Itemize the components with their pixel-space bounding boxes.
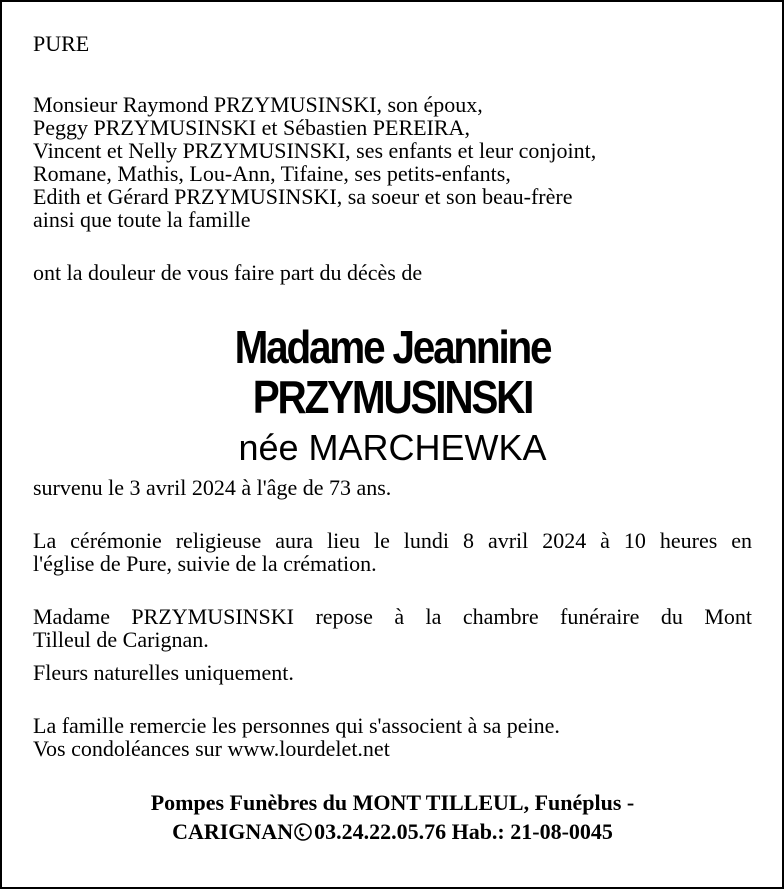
announcement-text: ont la douleur de vous faire part du décès de: [33, 260, 423, 285]
deceased-name-line-1: Madame Jeannine: [234, 321, 551, 373]
ceremony-line: La cérémonie religieuse aura lieu le lundi 8 avril 2024 à 10 heures en: [33, 528, 752, 553]
rest-line: Madame PRZYMUSINSKI repose à la chambre funéraire du Mont: [33, 604, 752, 629]
closing-paragraph: [33, 714, 752, 760]
spacer: [33, 231, 752, 261]
deceased-name-line-2: PRZYMUSINSKI: [252, 371, 533, 423]
funeral-home-city: CARIGNAN: [172, 819, 294, 844]
funeral-home-footer: [33, 788, 752, 846]
family-line: Monsieur Raymond PRZYMUSINSKI, son époux,: [33, 92, 483, 117]
funeral-home-contact: [33, 817, 752, 846]
funeral-home-name: Pompes Funèbres du MONT TILLEUL, Funéplus -: [150, 790, 635, 815]
spacer: [33, 499, 752, 529]
family-line: Romane, Mathis, Lou-Ann, Tifaine, ses petits-enfants,: [33, 161, 511, 186]
thanks-text: La famille remercie les personnes qui s'associent à sa peine.: [33, 713, 560, 738]
rest-paragraph: [33, 605, 752, 651]
family-line: ainsi que toute la famille: [33, 207, 251, 232]
death-info: survenu le 3 avril 2024 à l'âge de 73 ans.: [33, 475, 392, 500]
rest-line: Tilleul de Carignan.: [33, 627, 209, 652]
family-list: [33, 93, 752, 231]
spacer: [33, 55, 752, 93]
phone-icon: [294, 820, 312, 840]
deceased-block: [33, 322, 752, 468]
family-line: Edith et Gérard PRZYMUSINSKI, sa soeur et son beau-frère: [33, 184, 573, 209]
flowers-note: Fleurs naturelles uniquement.: [33, 660, 294, 685]
spacer: [33, 684, 752, 714]
spacer: [33, 575, 752, 605]
funeral-home-phone: 03.24.22.05.76 Hab.: 21-08-0045: [314, 819, 613, 844]
ceremony-paragraph: [33, 529, 752, 575]
condolences-text: Vos condoléances sur www.lourdelet.net: [33, 736, 390, 761]
ceremony-line: l'église de Pure, suivie de la crémation.: [33, 551, 377, 576]
family-line: Peggy PRZYMUSINSKI et Sébastien PEREIRA,: [33, 115, 470, 140]
town-name: PURE: [33, 31, 90, 56]
maiden-name: née MARCHEWKA: [238, 427, 547, 468]
family-line: Vincent et Nelly PRZYMUSINSKI, ses enfants et leur conjoint,: [33, 138, 597, 163]
